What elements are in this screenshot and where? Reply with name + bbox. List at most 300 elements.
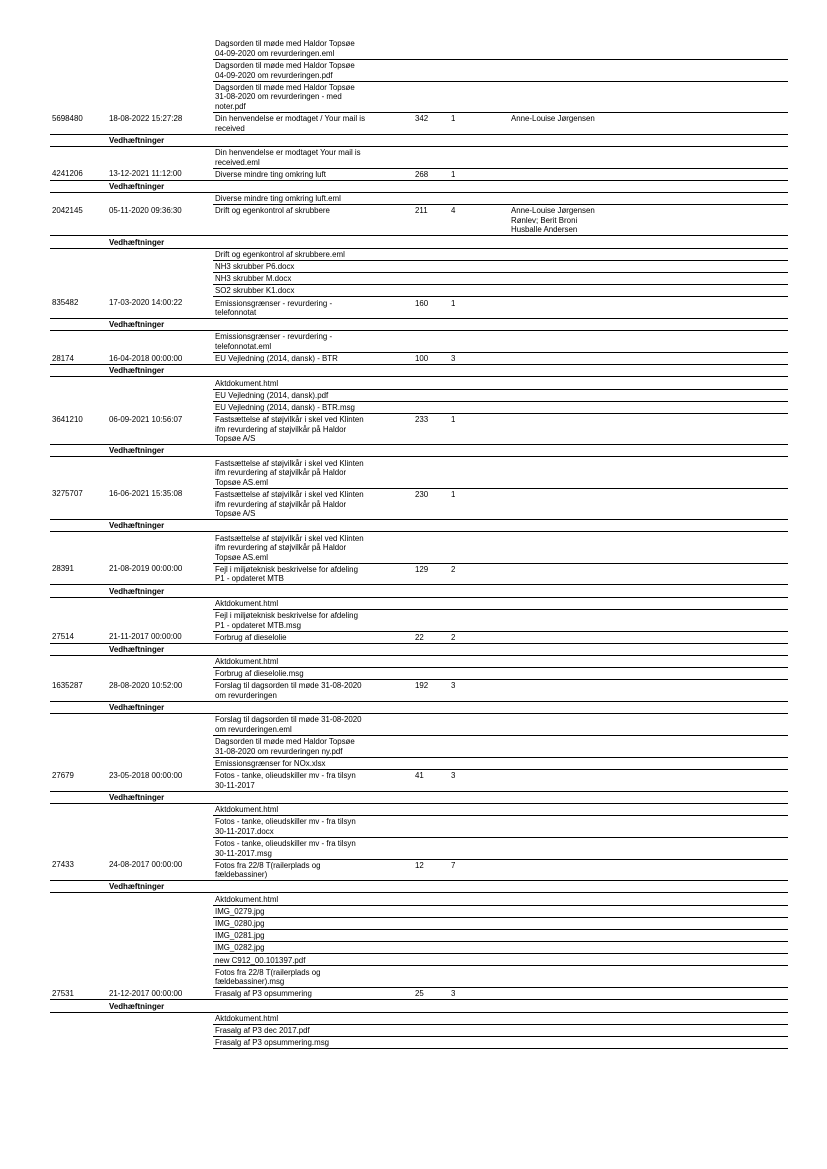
empty-cell: [107, 38, 213, 59]
attachment-name: Dagsorden til møde med Haldor Topsøe 31-08-2020 om revurderingen - med noter.pdf: [213, 81, 413, 112]
attachment-name: Fotos fra 22/8 T(railerplads og fældebassiner).msg: [213, 966, 413, 988]
document-number: 129: [413, 563, 449, 585]
empty-cell: [50, 457, 107, 488]
attachment-name: SO2 skrubber K1.docx: [213, 285, 413, 297]
document-number: 100: [413, 353, 449, 365]
document-date: 05-11-2020 09:36:30: [107, 205, 213, 236]
attachment-name: Forslag til dagsorden til møde 31-08-2020 om revurderingen.eml: [213, 714, 413, 736]
attachment-name: Forbrug af dieselolie.msg: [213, 668, 413, 680]
empty-cell: [107, 837, 213, 859]
document-number: 342: [413, 112, 449, 134]
empty-cell: [107, 532, 213, 563]
attachments-header: Vedhæftninger: [107, 319, 213, 331]
attachment-row: [50, 917, 788, 929]
document-row: [50, 413, 788, 444]
document-title: Fotos - tanke, olieudskiller mv - fra tilsyn 30-11-2017: [213, 769, 413, 791]
empty-cell: [107, 668, 213, 680]
empty-cell: [50, 365, 107, 377]
empty-cell: [107, 248, 213, 260]
empty-cell: [107, 609, 213, 631]
empty-cell: [107, 735, 213, 757]
attachment-row: [50, 929, 788, 941]
document-date: 28-08-2020 10:52:00: [107, 680, 213, 702]
attachments-header: Vedhæftninger: [107, 445, 213, 457]
document-id: 27531: [50, 988, 107, 1000]
empty-cell: [50, 248, 107, 260]
document-row: [50, 680, 788, 702]
empty-cell: [50, 668, 107, 680]
empty-cell: [50, 597, 107, 609]
attachment-row: [50, 966, 788, 988]
document-title: Diverse mindre ting omkring luft: [213, 168, 413, 180]
document-title: Fastsættelse af støjvilkår i skel ved Klinten ifm revurdering af støjvilkår på Haldor Topsøe A/S: [213, 413, 413, 444]
document-id: 1635287: [50, 680, 107, 702]
empty-cell: [50, 881, 107, 893]
empty-cell: [50, 236, 107, 248]
attachment-name: EU Vejledning (2014, dansk) - BTR.msg: [213, 401, 413, 413]
empty-cell: [213, 1000, 788, 1012]
attachments-header-row: [50, 236, 788, 248]
attachments-header: Vedhæftninger: [107, 1000, 213, 1012]
document-id: 3641210: [50, 413, 107, 444]
empty-cell: [107, 803, 213, 815]
empty-cell: [413, 609, 788, 631]
document-number: 22: [413, 631, 449, 643]
attachment-count: 1: [449, 413, 509, 444]
attachment-row: [50, 942, 788, 954]
empty-cell: [50, 59, 107, 81]
attachments-header: Vedhæftninger: [107, 791, 213, 803]
attachment-row: [50, 401, 788, 413]
empty-cell: [213, 134, 788, 146]
document-title: Forslag til dagsorden til møde 31-08-2020 om revurderingen: [213, 680, 413, 702]
document-id: 27514: [50, 631, 107, 643]
attachment-count: 3: [449, 680, 509, 702]
attachment-name: Fotos - tanke, olieudskiller mv - fra tilsyn 30-11-2017.docx: [213, 815, 413, 837]
empty-cell: [50, 966, 107, 988]
attachments-header: Vedhæftninger: [107, 702, 213, 714]
empty-cell: [107, 905, 213, 917]
document-id: 4241206: [50, 168, 107, 180]
empty-cell: [50, 1000, 107, 1012]
empty-cell: [50, 520, 107, 532]
empty-cell: [413, 929, 788, 941]
attachment-name: Frasalg af P3 opsummering.msg: [213, 1036, 413, 1048]
attachments-header: Vedhæftninger: [107, 236, 213, 248]
attachments-header-row: [50, 1000, 788, 1012]
empty-cell: [107, 1024, 213, 1036]
empty-cell: [213, 585, 788, 597]
attachment-name: Aktdokument.html: [213, 1012, 413, 1024]
document-id: 27679: [50, 769, 107, 791]
attachment-name: Dagsorden til møde med Haldor Topsøe 31-08-2020 om revurderingen ny.pdf: [213, 735, 413, 757]
empty-cell: [50, 272, 107, 284]
empty-cell: [413, 59, 788, 81]
attachment-name: Aktdokument.html: [213, 597, 413, 609]
attachment-name: Emissionsgrænser for NOx.xlsx: [213, 757, 413, 769]
document-date: 21-08-2019 00:00:00: [107, 563, 213, 585]
document-recipients: Anne-Louise Jørgensen Rønlev; Berit Broni Husballe Andersen: [509, 205, 788, 236]
empty-cell: [50, 285, 107, 297]
attachments-header-row: [50, 791, 788, 803]
document-id: 27433: [50, 859, 107, 881]
empty-cell: [50, 180, 107, 192]
empty-cell: [213, 520, 788, 532]
empty-cell: [107, 1036, 213, 1048]
document-recipients: [509, 353, 788, 365]
attachment-name: IMG_0282.jpg: [213, 942, 413, 954]
attachment-row: [50, 38, 788, 59]
attachment-name: Emissionsgrænser - revurdering - telefonnotat.eml: [213, 331, 413, 353]
empty-cell: [107, 285, 213, 297]
document-title: Frasalg af P3 opsummering: [213, 988, 413, 1000]
document-id: 3275707: [50, 488, 107, 519]
empty-cell: [413, 954, 788, 966]
attachment-count: 1: [449, 297, 509, 319]
empty-cell: [413, 272, 788, 284]
empty-cell: [413, 38, 788, 59]
empty-cell: [107, 942, 213, 954]
document-recipients: Anne-Louise Jørgensen: [509, 112, 788, 134]
empty-cell: [107, 757, 213, 769]
attachment-row: [50, 609, 788, 631]
document-title: EU Vejledning (2014, dansk) - BTR: [213, 353, 413, 365]
empty-cell: [50, 815, 107, 837]
attachment-row: [50, 668, 788, 680]
empty-cell: [50, 319, 107, 331]
attachment-count: 1: [449, 112, 509, 134]
document-page: [50, 38, 788, 1049]
document-row: [50, 563, 788, 585]
document-recipients: [509, 563, 788, 585]
document-recipients: [509, 769, 788, 791]
empty-cell: [413, 248, 788, 260]
empty-cell: [413, 917, 788, 929]
empty-cell: [413, 597, 788, 609]
empty-cell: [50, 929, 107, 941]
document-date: 16-04-2018 00:00:00: [107, 353, 213, 365]
empty-cell: [213, 702, 788, 714]
empty-cell: [213, 791, 788, 803]
attachments-header-row: [50, 643, 788, 655]
attachments-header-row: [50, 319, 788, 331]
attachments-header-row: [50, 585, 788, 597]
document-recipients: [509, 680, 788, 702]
empty-cell: [413, 655, 788, 667]
document-title: Din henvendelse er modtaget / Your mail is received: [213, 112, 413, 134]
empty-cell: [107, 401, 213, 413]
empty-cell: [107, 272, 213, 284]
attachment-row: [50, 815, 788, 837]
document-recipients: [509, 413, 788, 444]
empty-cell: [50, 893, 107, 905]
attachments-header: Vedhæftninger: [107, 643, 213, 655]
empty-cell: [50, 735, 107, 757]
empty-cell: [50, 1012, 107, 1024]
attachment-count: 7: [449, 859, 509, 881]
document-title: Drift og egenkontrol af skrubbere: [213, 205, 413, 236]
document-date: 17-03-2020 14:00:22: [107, 297, 213, 319]
empty-cell: [107, 954, 213, 966]
empty-cell: [107, 1012, 213, 1024]
empty-cell: [107, 457, 213, 488]
empty-cell: [413, 893, 788, 905]
table-body: [50, 38, 788, 1049]
empty-cell: [50, 134, 107, 146]
attachment-row: [50, 272, 788, 284]
empty-cell: [413, 81, 788, 112]
empty-cell: [50, 954, 107, 966]
document-date: 16-06-2021 15:35:08: [107, 488, 213, 519]
empty-cell: [413, 668, 788, 680]
document-date: 21-12-2017 00:00:00: [107, 988, 213, 1000]
attachment-row: [50, 954, 788, 966]
empty-cell: [413, 532, 788, 563]
attachments-header-row: [50, 881, 788, 893]
document-row: [50, 168, 788, 180]
attachment-row: [50, 146, 788, 168]
empty-cell: [50, 714, 107, 736]
attachment-name: Fastsættelse af støjvilkår i skel ved Klinten ifm revurdering af støjvilkår på Haldor Topsøe AS.eml: [213, 532, 413, 563]
empty-cell: [107, 81, 213, 112]
attachments-header: Vedhæftninger: [107, 134, 213, 146]
attachment-name: Diverse mindre ting omkring luft.eml: [213, 192, 413, 204]
empty-cell: [107, 815, 213, 837]
empty-cell: [413, 377, 788, 389]
attachment-count: 3: [449, 353, 509, 365]
empty-cell: [413, 1024, 788, 1036]
empty-cell: [50, 532, 107, 563]
attachment-name: Dagsorden til møde med Haldor Topsøe 04-09-2020 om revurderingen.pdf: [213, 59, 413, 81]
document-recipients: [509, 168, 788, 180]
attachment-row: [50, 714, 788, 736]
document-title: Forbrug af dieselolie: [213, 631, 413, 643]
document-date: 13-12-2021 11:12:00: [107, 168, 213, 180]
attachments-header: Vedhæftninger: [107, 585, 213, 597]
empty-cell: [413, 401, 788, 413]
empty-cell: [107, 917, 213, 929]
attachment-row: [50, 1012, 788, 1024]
attachments-header: Vedhæftninger: [107, 881, 213, 893]
empty-cell: [50, 260, 107, 272]
empty-cell: [107, 597, 213, 609]
document-number: 12: [413, 859, 449, 881]
attachment-row: [50, 803, 788, 815]
empty-cell: [50, 655, 107, 667]
empty-cell: [50, 146, 107, 168]
empty-cell: [50, 1024, 107, 1036]
attachments-header: Vedhæftninger: [107, 180, 213, 192]
document-row: [50, 859, 788, 881]
document-title: Emissionsgrænser - revurdering - telefonnotat: [213, 297, 413, 319]
attachment-row: [50, 735, 788, 757]
document-date: 21-11-2017 00:00:00: [107, 631, 213, 643]
empty-cell: [413, 285, 788, 297]
attachment-name: IMG_0281.jpg: [213, 929, 413, 941]
document-recipients: [509, 859, 788, 881]
attachment-count: 1: [449, 488, 509, 519]
attachment-name: Fastsættelse af støjvilkår i skel ved Klinten ifm revurdering af støjvilkår på Haldor Topsøe AS.eml: [213, 457, 413, 488]
attachment-row: [50, 285, 788, 297]
empty-cell: [213, 445, 788, 457]
empty-cell: [413, 146, 788, 168]
attachment-name: Fotos - tanke, olieudskiller mv - fra tilsyn 30-11-2017.msg: [213, 837, 413, 859]
document-number: 268: [413, 168, 449, 180]
attachment-count: 2: [449, 631, 509, 643]
attachment-name: new C912_00.101397.pdf: [213, 954, 413, 966]
empty-cell: [50, 585, 107, 597]
attachments-header: Vedhæftninger: [107, 365, 213, 377]
empty-cell: [413, 942, 788, 954]
attachment-row: [50, 59, 788, 81]
empty-cell: [50, 837, 107, 859]
attachment-row: [50, 331, 788, 353]
document-row: [50, 297, 788, 319]
document-date: 18-08-2022 15:27:28: [107, 112, 213, 134]
empty-cell: [107, 714, 213, 736]
document-row: [50, 988, 788, 1000]
empty-cell: [50, 401, 107, 413]
attachment-count: 1: [449, 168, 509, 180]
empty-cell: [50, 192, 107, 204]
empty-cell: [413, 192, 788, 204]
empty-cell: [413, 803, 788, 815]
empty-cell: [107, 389, 213, 401]
attachment-name: Aktdokument.html: [213, 893, 413, 905]
empty-cell: [50, 757, 107, 769]
empty-cell: [50, 702, 107, 714]
document-number: 25: [413, 988, 449, 1000]
attachment-row: [50, 597, 788, 609]
document-row: [50, 353, 788, 365]
empty-cell: [107, 331, 213, 353]
attachments-header-row: [50, 365, 788, 377]
document-number: 192: [413, 680, 449, 702]
empty-cell: [50, 905, 107, 917]
attachment-row: [50, 192, 788, 204]
empty-cell: [50, 609, 107, 631]
document-id: 28391: [50, 563, 107, 585]
attachment-name: Aktdokument.html: [213, 377, 413, 389]
attachment-name: Fejl i miljøteknisk beskrivelse for afdeling P1 - opdateret MTB.msg: [213, 609, 413, 631]
attachments-header-row: [50, 134, 788, 146]
empty-cell: [107, 377, 213, 389]
attachment-row: [50, 655, 788, 667]
empty-cell: [213, 881, 788, 893]
empty-cell: [107, 146, 213, 168]
attachments-header-row: [50, 702, 788, 714]
empty-cell: [413, 966, 788, 988]
case-documents-table: [50, 38, 788, 1049]
document-id: 28174: [50, 353, 107, 365]
empty-cell: [50, 389, 107, 401]
attachment-name: NH3 skrubber P6.docx: [213, 260, 413, 272]
attachment-count: 2: [449, 563, 509, 585]
attachment-row: [50, 532, 788, 563]
attachment-row: [50, 389, 788, 401]
document-date: 23-05-2018 00:00:00: [107, 769, 213, 791]
document-date: 06-09-2021 10:56:07: [107, 413, 213, 444]
document-recipients: [509, 631, 788, 643]
attachment-name: IMG_0280.jpg: [213, 917, 413, 929]
document-title: Fejl i miljøteknisk beskrivelse for afdeling P1 - opdateret MTB: [213, 563, 413, 585]
attachment-count: 3: [449, 988, 509, 1000]
document-number: 211: [413, 205, 449, 236]
attachment-name: Dagsorden til møde med Haldor Topsøe 04-09-2020 om revurderingen.eml: [213, 38, 413, 59]
attachment-name: Aktdokument.html: [213, 803, 413, 815]
empty-cell: [50, 81, 107, 112]
attachment-count: 4: [449, 205, 509, 236]
empty-cell: [413, 815, 788, 837]
empty-cell: [50, 1036, 107, 1048]
attachment-name: IMG_0279.jpg: [213, 905, 413, 917]
attachment-row: [50, 377, 788, 389]
document-number: 160: [413, 297, 449, 319]
empty-cell: [413, 735, 788, 757]
document-id: 835482: [50, 297, 107, 319]
document-number: 233: [413, 413, 449, 444]
empty-cell: [213, 180, 788, 192]
attachment-row: [50, 457, 788, 488]
empty-cell: [413, 331, 788, 353]
empty-cell: [50, 38, 107, 59]
attachment-row: [50, 757, 788, 769]
document-row: [50, 112, 788, 134]
empty-cell: [50, 377, 107, 389]
empty-cell: [107, 655, 213, 667]
attachment-row: [50, 1036, 788, 1048]
attachment-row: [50, 893, 788, 905]
attachment-name: Drift og egenkontrol af skrubbere.eml: [213, 248, 413, 260]
attachments-header-row: [50, 180, 788, 192]
empty-cell: [50, 643, 107, 655]
empty-cell: [107, 966, 213, 988]
empty-cell: [413, 260, 788, 272]
document-recipients: [509, 297, 788, 319]
empty-cell: [213, 236, 788, 248]
attachment-name: Aktdokument.html: [213, 655, 413, 667]
document-date: 24-08-2017 00:00:00: [107, 859, 213, 881]
attachment-name: EU Vejledning (2014, dansk).pdf: [213, 389, 413, 401]
empty-cell: [50, 445, 107, 457]
empty-cell: [413, 757, 788, 769]
attachment-row: [50, 81, 788, 112]
document-row: [50, 769, 788, 791]
empty-cell: [413, 837, 788, 859]
attachment-name: Frasalg af P3 dec 2017.pdf: [213, 1024, 413, 1036]
empty-cell: [213, 643, 788, 655]
document-recipients: [509, 488, 788, 519]
attachment-name: NH3 skrubber M.docx: [213, 272, 413, 284]
empty-cell: [107, 929, 213, 941]
document-title: Fotos fra 22/8 T(railerplads og fældebassiner): [213, 859, 413, 881]
empty-cell: [413, 389, 788, 401]
attachments-header: Vedhæftninger: [107, 520, 213, 532]
empty-cell: [213, 365, 788, 377]
empty-cell: [413, 905, 788, 917]
document-row: [50, 488, 788, 519]
document-id: 2042145: [50, 205, 107, 236]
attachments-header-row: [50, 445, 788, 457]
empty-cell: [107, 192, 213, 204]
document-row: [50, 631, 788, 643]
empty-cell: [107, 260, 213, 272]
empty-cell: [50, 791, 107, 803]
attachments-header-row: [50, 520, 788, 532]
empty-cell: [413, 1036, 788, 1048]
attachment-count: 3: [449, 769, 509, 791]
empty-cell: [213, 319, 788, 331]
